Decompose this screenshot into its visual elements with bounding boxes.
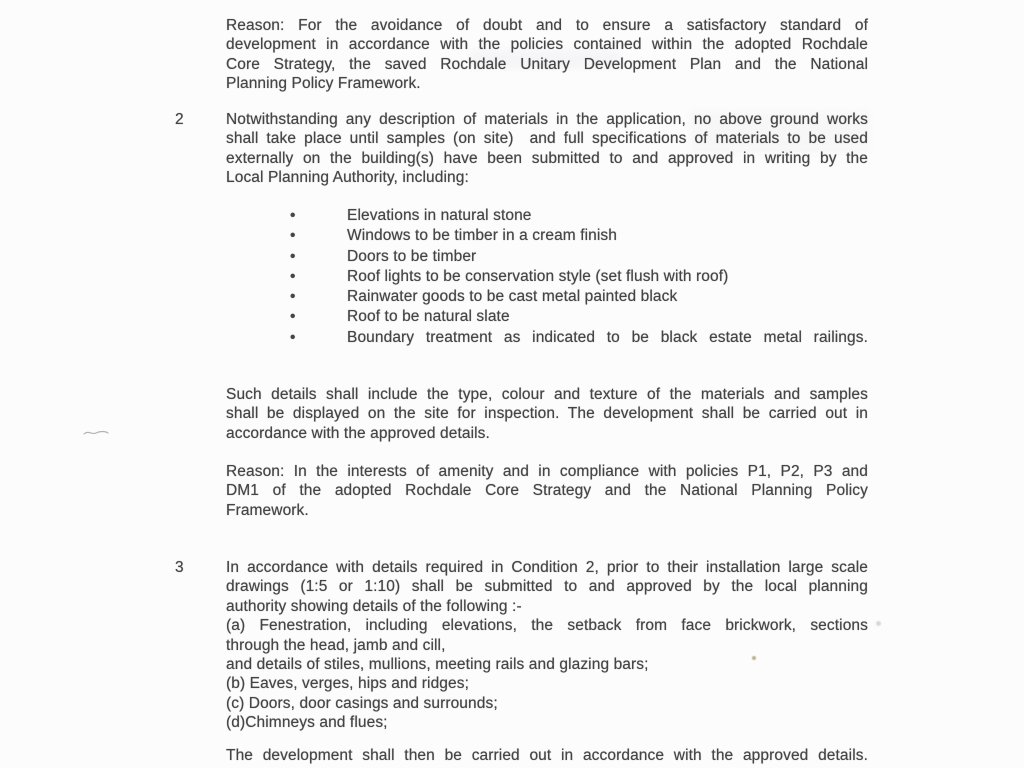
bullet-item-text: Roof to be natural slate: [347, 308, 510, 326]
text-line: Reason: In the interests of amenity and in compliance with policies P1, P2, P3 and: [226, 463, 868, 480]
text-line: shall be displayed on the site for inspection. The development shall be carried out in: [226, 405, 868, 423]
bullet-item-text: Roof lights to be conservation style (set flush with roof): [347, 267, 729, 285]
text-line: shall take place until samples (on site) and full specifications of materials to be used: [226, 130, 868, 148]
text-line: Notwithstanding any description of materials in the application, no above ground works: [226, 111, 868, 128]
bullet-list-item: [226, 307, 868, 327]
bullet-list-item: [226, 247, 868, 267]
bullet-icon: •: [290, 328, 296, 346]
pen-mark: [82, 426, 110, 444]
condition-3-closing: [226, 746, 868, 765]
bullet-icon: •: [290, 247, 296, 265]
text-line: Such details shall include the type, colour and texture of the materials and samples: [226, 386, 868, 403]
bullet-list-item: [226, 328, 868, 348]
reason-condition-1: [226, 16, 868, 94]
bullet-icon: •: [290, 267, 296, 285]
speck-gray: [876, 621, 881, 626]
text-line: In accordance with details required in Condition 2, prior to their installation large scale: [226, 559, 868, 576]
text-line: The development shall then be carried out in accordance with the approved details.: [226, 747, 868, 764]
condition-2: [175, 110, 868, 188]
bullet-item-text: Elevations in natural stone: [347, 207, 532, 224]
bullet-item-text: Rainwater goods to be cast metal painted black: [347, 288, 678, 306]
text-line: Framework.: [226, 501, 309, 519]
text-line: Local Planning Authority, including:: [226, 169, 469, 187]
text-line: drawings (1:5 or 1:10) shall be submitted to and approved by the local planning: [226, 578, 868, 596]
bullet-item-text: Boundary treatment as indicated to be black estate metal railings.: [347, 328, 868, 346]
condition-number-3: 3: [175, 559, 184, 576]
text-line: Reason: For the avoidance of doubt and to ensure a satisfactory standard of: [226, 17, 868, 34]
bullet-icon: •: [290, 227, 296, 245]
text-line: Core Strategy, the saved Rochdale Unitary Development Plan and the National: [226, 55, 868, 73]
text-line: through the head, jamb and cill,: [226, 636, 446, 654]
bullet-list-item: [226, 287, 868, 307]
text-line: DM1 of the adopted Rochdale Core Strategy and the National Planning Policy: [226, 482, 868, 500]
text-line: Planning Policy Framework.: [226, 75, 421, 93]
text-line: development in accordance with the policies contained within the adopted Rochdale: [226, 36, 868, 54]
text-line: (c) Doors, door casings and surrounds;: [226, 694, 498, 712]
text-line: (d)Chimneys and flues;: [226, 714, 388, 732]
bullet-list-item: [226, 267, 868, 287]
bullet-icon: •: [290, 288, 296, 306]
bullet-list-item: [226, 226, 868, 246]
text-line: and details of stiles, mullions, meeting rails and glazing bars;: [226, 655, 649, 673]
text-line: (a) Fenestration, including elevations, the setback from face brickwork, sections: [226, 617, 868, 635]
bullet-list-item: [226, 206, 868, 226]
condition-2-materials-list: [226, 206, 868, 348]
bullet-icon: •: [290, 207, 296, 224]
text-line: externally on the building(s) have been submitted to and approved in writing by the: [226, 149, 868, 167]
bullet-item-text: Windows to be timber in a cream finish: [347, 227, 617, 245]
bullet-icon: •: [290, 308, 296, 326]
bullet-item-text: Doors to be timber: [347, 247, 477, 265]
text-line: (b) Eaves, verges, hips and ridges;: [226, 675, 470, 693]
text-line: accordance with the approved details.: [226, 424, 490, 442]
condition-3: [175, 558, 868, 733]
text-line: authority showing details of the following :-: [226, 597, 522, 615]
condition-2-details: [226, 385, 868, 443]
condition-number-2: 2: [175, 111, 184, 128]
reason-condition-2: [226, 462, 868, 520]
